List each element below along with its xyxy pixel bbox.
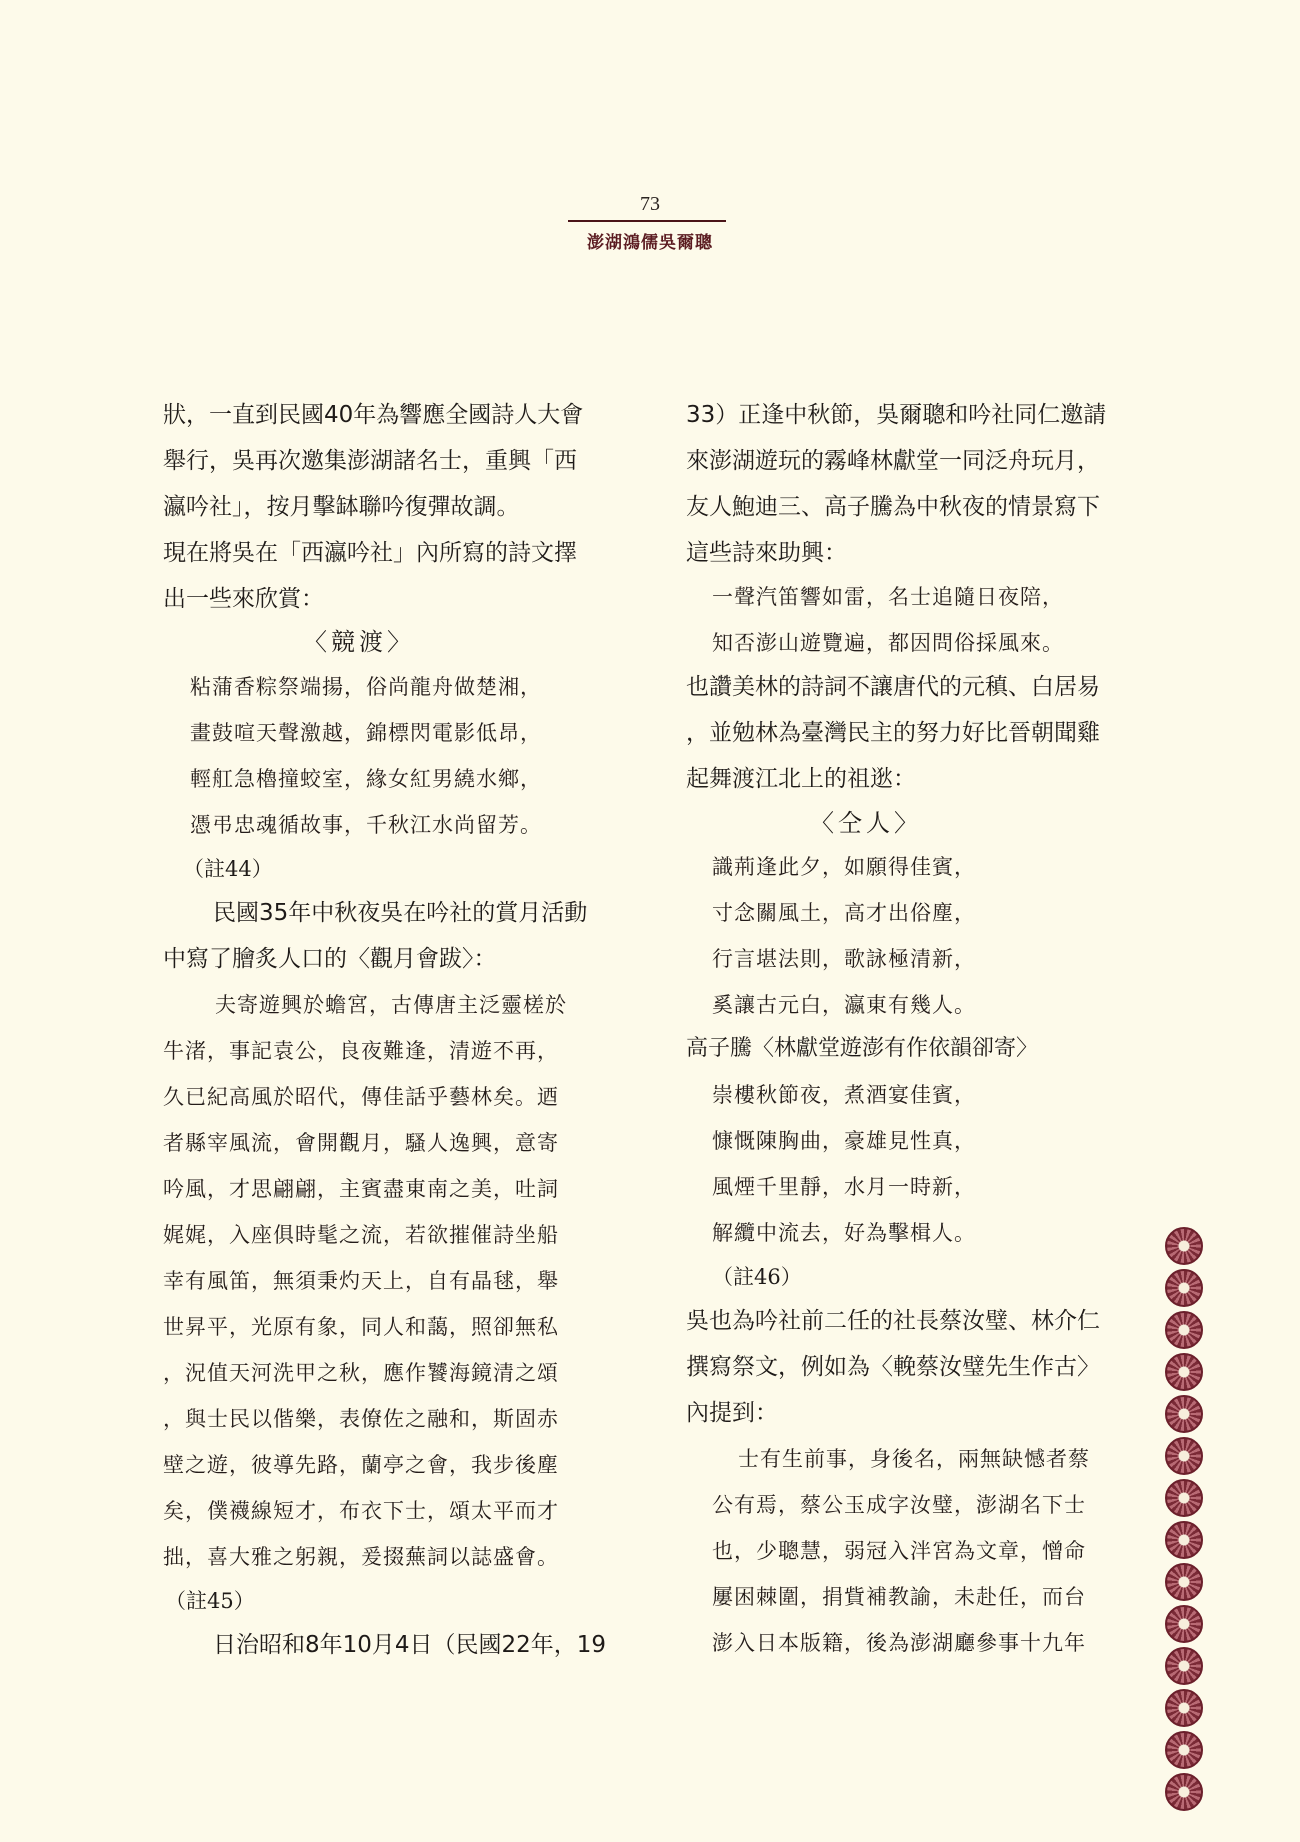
prose-line: 拙，喜大雅之躬親，爰掇蕪詞以誌盛會。 [163,1545,559,1569]
poem-line: 憑弔忠魂循故事，千秋江水尚留芳。 [190,813,542,837]
poem-line: 粘蒲香粽祭端揚，俗尚龍舟做楚湘， [190,675,542,699]
text-line: 現在將吳在「西瀛吟社」內所寫的詩文擇 [163,540,577,566]
prose-line: 世昇平，光原有象，同人和藹，照卻無私 [163,1315,559,1339]
text-line: 中寫了膾炙人口的〈觀月會跋〉： [163,946,497,972]
poem-line: 崇樓秋節夜，煮酒宴佳賓， [712,1083,976,1107]
text-line: 這些詩來助興： [686,540,847,566]
poem-line: 慷慨陳胸曲，豪雄見性真， [712,1129,976,1153]
text-line: 吳也為吟社前二任的社長蔡汝璧、林介仁 [686,1308,1100,1334]
prose-line: 牛渚，事記袁公，良夜難逢，清遊不再， [163,1039,559,1063]
prose-line: 幸有風笛，無須秉灼天上，自有晶毬，舉 [163,1269,559,1293]
text-line: 來澎湖遊玩的霧峰林獻堂一同泛舟玩月， [686,448,1100,474]
page-number: 73 [640,193,660,215]
poem-line: 寸念關風土，高才出俗塵， [712,901,976,925]
prose-line: 壁之遊，彼導先路，蘭亭之會，我步後塵 [163,1453,559,1477]
prose-line: ，與士民以偕樂，表僚佐之融和，斯固赤 [163,1407,559,1431]
poem-heading: 高子騰〈林獻堂遊澎有作依韻卻寄〉 [686,1036,1039,1061]
seal-stamp-icon [1165,1563,1203,1601]
poem-title: 〈仝人〉 [810,809,922,837]
prose-line: 也，少聰慧，弱冠入泮宮為文章，憎命 [712,1539,1086,1563]
seal-stamp-icon [1165,1605,1203,1643]
footnote-ref: （註46） [712,1265,802,1289]
text-line: 起舞渡江北上的祖逖： [686,766,916,792]
running-title: 澎湖鴻儒吳爾聰 [587,233,713,253]
seal-stamp-icon [1165,1311,1203,1349]
poem-line: 畫鼓喧天聲激越，錦標閃電影低昂， [190,721,542,745]
header-rule [568,220,726,222]
poem-line: 奚讓古元白，瀛東有幾人。 [712,993,976,1017]
seal-stamp-strip [1161,1227,1207,1815]
prose-line: 娓娓，入座俱時髦之流，若欲摧催詩坐船 [163,1223,559,1247]
seal-stamp-icon [1165,1773,1203,1811]
poem-line: 風煙千里靜，水月一時新， [712,1175,976,1199]
text-line: 瀛吟社」，按月擊缽聯吟復彈故調。 [163,494,520,520]
prose-line: 久已紀高風於昭代，傳佳話乎藝林矣。迺 [163,1085,559,1109]
text-line: 也讚美林的詩詞不讓唐代的元稹、白居易 [686,674,1100,700]
text-line: 民國35年中秋夜吳在吟社的賞月活動 [213,900,588,926]
seal-stamp-icon [1165,1353,1203,1391]
text-line: 友人鮑迪三、高子騰為中秋夜的情景寫下 [686,494,1100,520]
footnote-ref: （註44） [183,857,273,881]
text-line: 內提到： [686,1400,778,1426]
prose-line: 公有焉，蔡公玉成字汝璧，澎湖名下士 [712,1493,1086,1517]
prose-line: ，況值天河洗甲之秋，應作饕海鏡清之頌 [163,1361,559,1385]
couplet-line: 知否澎山遊覽遍，都因問俗採風來。 [712,631,1064,655]
seal-stamp-icon [1165,1395,1203,1433]
seal-stamp-icon [1165,1479,1203,1517]
text-line: 日治昭和8年10月4日（民國22年，19 [213,1632,607,1658]
text-line: ，並勉林為臺灣民主的努力好比晉朝聞雞 [686,720,1100,746]
poem-line: 解纜中流去，好為擊楫人。 [712,1221,976,1245]
prose-line: 矣，僕襪線短才，布衣下士，頌太平而才 [163,1499,559,1523]
poem-title: 〈競渡〉 [303,628,415,656]
text-line: 出一些來欣賞： [163,586,324,612]
seal-stamp-icon [1165,1731,1203,1769]
seal-stamp-icon [1165,1521,1203,1559]
seal-stamp-icon [1165,1689,1203,1727]
prose-line: 夫寄遊興於蟾宮，古傳唐主泛靈槎於 [215,993,567,1017]
prose-line: 士有生前事，身後名，兩無缺憾者蔡 [738,1447,1090,1471]
text-line: 33）正逢中秋節，吳爾聰和吟社同仁邀請 [686,402,1107,428]
text-line: 狀，一直到民國40年為響應全國詩人大會 [163,402,584,428]
prose-line: 吟風，才思翩翩，主賓盡東南之美，吐詞 [163,1177,559,1201]
seal-stamp-icon [1165,1269,1203,1307]
poem-line: 行言堪法則，歌詠極清新， [712,947,976,971]
text-line: 舉行，吳再次邀集澎湖諸名士，重興「西 [163,448,577,474]
text-line: 撰寫祭文，例如為〈輓蔡汝璧先生作古〉 [686,1354,1100,1380]
prose-line: 者縣宰風流，會開觀月，騷人逸興，意寄 [163,1131,559,1155]
prose-line: 澎入日本版籍，後為澎湖廳參事十九年 [712,1631,1086,1655]
seal-stamp-icon [1165,1647,1203,1685]
poem-line: 輕舡急櫓撞蛟室，緣女紅男繞水鄉， [190,767,542,791]
couplet-line: 一聲汽笛響如雷，名士追隨日夜陪， [712,585,1064,609]
seal-stamp-icon [1165,1437,1203,1475]
seal-stamp-icon [1165,1227,1203,1265]
prose-line: 屢困棘圍，捐貲補教諭，未赴任，而台 [712,1585,1086,1609]
footnote-ref: （註45） [165,1589,255,1613]
poem-line: 識荊逢此夕，如願得佳賓， [712,855,976,879]
